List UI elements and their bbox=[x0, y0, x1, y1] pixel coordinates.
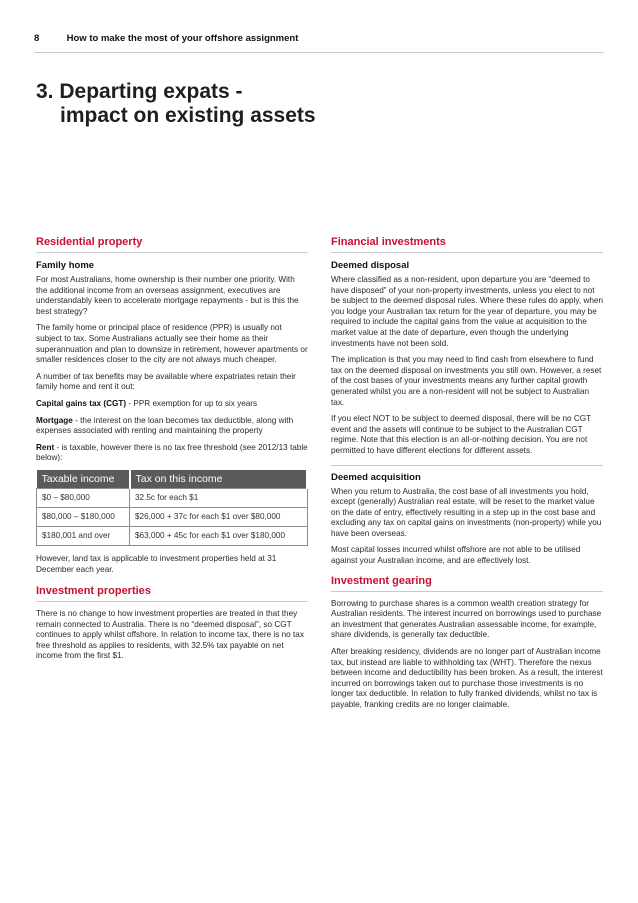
table-row bbox=[37, 526, 308, 545]
paragraph: When you return to Australia, the cost base of all investments you hold, except (generally) Australian real estate, will be reset to the market value on the date of entry, effectively resulting in a step up in the cost base and excluding any tax on capital gains on investments (non-property) while you have been overseas. bbox=[331, 486, 602, 538]
page-title bbox=[36, 80, 316, 128]
table-cell: $26,000 + 37c for each $1 over $80,000 bbox=[130, 507, 308, 526]
header-title: How to make the most of your offshore assignment bbox=[66, 33, 299, 44]
mortgage-text: - the interest on the loan becomes tax deductible, along with expenses associated with renting and maintaining the property bbox=[36, 415, 294, 436]
table-header: Taxable income bbox=[37, 470, 130, 489]
financial-heading: Financial investments bbox=[331, 236, 603, 253]
table-header-row bbox=[37, 470, 308, 489]
table-cell: $0 – $80,000 bbox=[37, 488, 130, 507]
paragraph: There is no change to how investment properties are treated in that they remain connected to Australia. There is no “deemed disposal”, so CGT continues to apply whilst offshore. In relation to income tax, there is no tax free threshold as applies to residents, with 32.5% tax payable on net income from the first $1. bbox=[36, 609, 304, 661]
page-title-line2: impact on existing assets bbox=[60, 104, 316, 127]
paragraph: For most Australians, home ownership is their number one priority. With the additional income from an overseas assignment, executives are understandably keen to accelerate mortgage repayments - but is this the best strategy? bbox=[36, 275, 299, 316]
family-home-heading: Family home bbox=[36, 260, 95, 271]
cgt-label: Capital gains tax (CGT) bbox=[36, 398, 127, 408]
paragraph: However, land tax is applicable to investment properties held at 31 December each year. bbox=[36, 553, 277, 574]
paragraph: A number of tax benefits may be available where expatriates retain their family home and rent it out: bbox=[36, 371, 296, 392]
rent-paragraph bbox=[36, 443, 308, 464]
tax-table bbox=[36, 470, 308, 546]
table-row bbox=[37, 488, 308, 507]
table-cell: $80,000 – $180,000 bbox=[37, 507, 130, 526]
left-column bbox=[36, 236, 308, 668]
paragraph: The family home or principal place of residence (PPR) is usually not subject to tax. Some Australians actually see their home as their superannuation and plan to downsize in retirement, however apartments or smaller residences closer to the city are not always much cheaper. bbox=[36, 323, 308, 365]
paragraph: If you elect NOT to be subject to deemed disposal, there will be no CGT event and the assets will continue to be subject to the Australian CGT regime. Note that this election is an all-or-nothing decision. You are not permitted to have different elections for different assets. bbox=[331, 414, 592, 455]
page-title-line1: 3. Departing expats - bbox=[36, 80, 243, 103]
table-row bbox=[37, 507, 308, 526]
cgt-paragraph bbox=[36, 399, 308, 410]
mortgage-label: Mortgage bbox=[36, 415, 73, 425]
rent-text: - is taxable, however there is no tax free threshold (see 2012/13 table below): bbox=[36, 442, 308, 463]
page-header bbox=[34, 33, 298, 47]
deemed-acquisition-heading: Deemed acquisition bbox=[331, 465, 603, 483]
right-column bbox=[331, 236, 603, 717]
deemed-disposal-heading: Deemed disposal bbox=[331, 260, 410, 271]
table-cell: 32.5c for each $1 bbox=[130, 488, 308, 507]
rent-label: Rent bbox=[36, 442, 55, 452]
paragraph: Borrowing to purchase shares is a common wealth creation strategy for Australian residents. The interest incurred on borrowings used to purchase an investment that generates Australian assessable income, for example, share dividends, is generally tax deductible. bbox=[331, 598, 602, 640]
header-rule bbox=[34, 52, 604, 53]
table-header: Tax on this income bbox=[130, 470, 308, 489]
paragraph: Most capital losses incurred whilst offshore are not able to be utilised against your Australian income, and are effectively lost. bbox=[331, 545, 581, 566]
investment-gearing-heading: Investment gearing bbox=[331, 575, 603, 592]
residential-heading: Residential property bbox=[36, 236, 308, 253]
table-cell: $63,000 + 45c for each $1 over $180,000 bbox=[130, 526, 308, 545]
mortgage-paragraph bbox=[36, 416, 308, 437]
investment-properties-heading: Investment properties bbox=[36, 585, 308, 602]
cgt-text: - PPR exemption for up to six years bbox=[126, 398, 258, 408]
paragraph: The implication is that you may need to find cash from elsewhere to fund tax on the deemed disposal on investments you still own. However, a reset of the cost bases of your investments means any further capital growth generated whilst you are a non-resident will not be subject to Australian tax. bbox=[331, 355, 602, 407]
table-cell: $180,001 and over bbox=[37, 526, 130, 545]
paragraph: After breaking residency, dividends are no longer part of Australian income tax, but instead are liable to withholding tax (WHT). Therefore the nexus between income and deductibility has been broken. As a result, the interest incurred on borrowings taken out to purchase those investments is no longer tax deductible. In relation to fully franked dividends, whilst no tax is payable, franking credits are no longer claimable. bbox=[331, 647, 603, 709]
page-number: 8 bbox=[34, 33, 40, 44]
paragraph: Where classified as a non-resident, upon departure you are “deemed to have disposed” of your non-property investments, unless you elect to not be subject to the deemed disposal rules. Where these rules do apply, when you lodge your Australian tax return for the year of departure, you may be required to include the capital gains from the value at acquisition to the market value at the date of departure, even though the underlying investments have not been sold. bbox=[331, 275, 604, 348]
